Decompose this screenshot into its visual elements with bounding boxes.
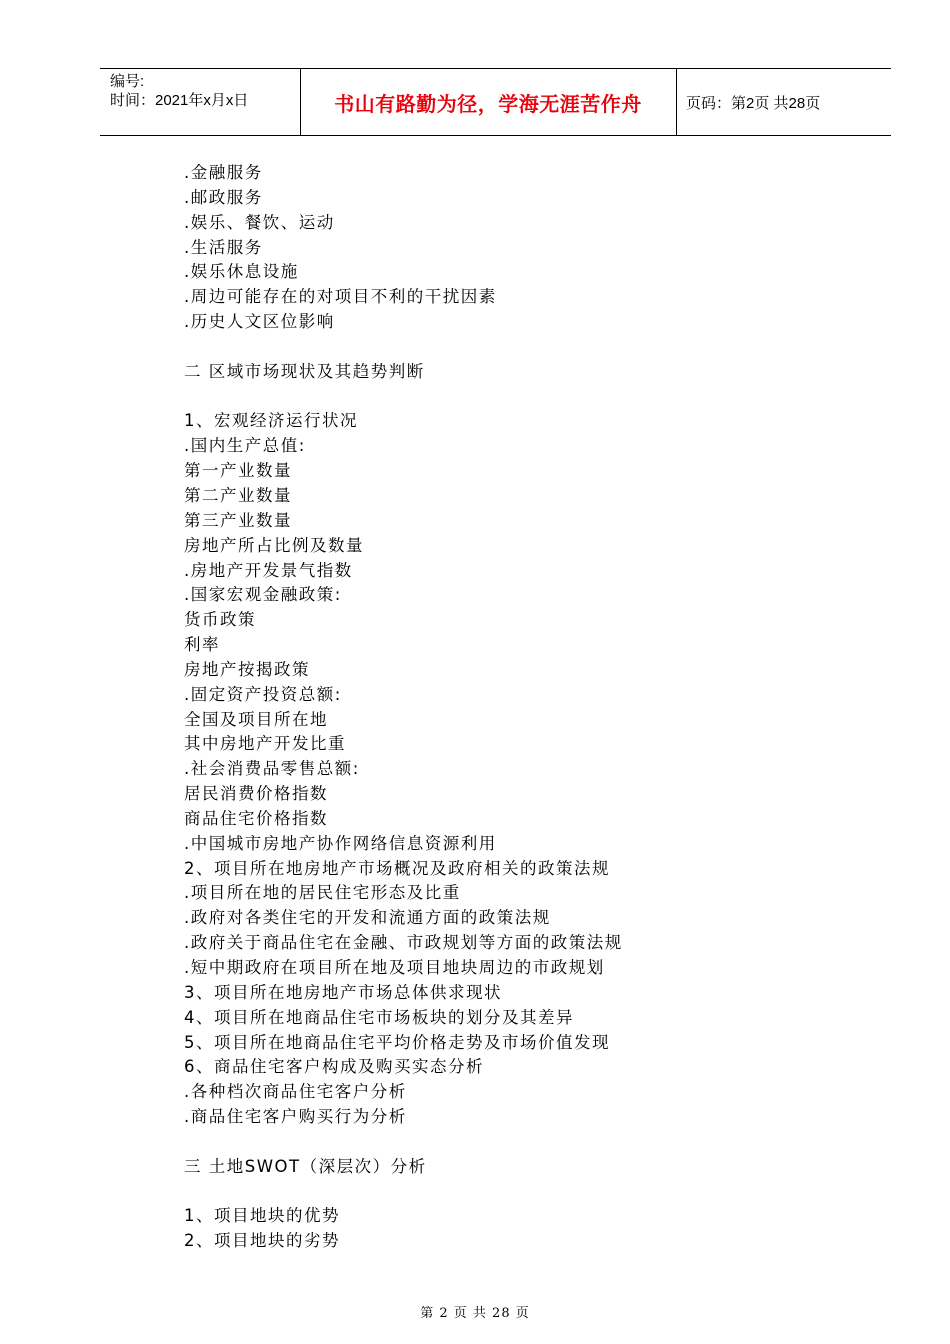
text-line: .金融服务 [184, 163, 263, 182]
text-line: 6、商品住宅客户构成及购买实态分析 [184, 1057, 484, 1077]
text-line: .政府对各类住宅的开发和流通方面的政策法规 [184, 908, 551, 928]
text-line: 4、项目所在地商品住宅市场板块的划分及其差异 [184, 1007, 574, 1027]
text-line: .各种档次商品住宅客户分析 [184, 1082, 407, 1102]
text-line: .邮政服务 [184, 187, 263, 207]
page-header [100, 68, 891, 136]
text-line: 3、项目所在地房地产市场总体供求现状 [184, 982, 502, 1002]
text-line: .中国城市房地产协作网络信息资源利用 [184, 833, 497, 853]
header-divider [676, 69, 677, 135]
text-line: 二 区域市场现状及其趋势判断 [184, 361, 425, 381]
document-body [184, 161, 864, 1254]
text-line: 2、项目所在地房地产市场概况及政府相关的政策法规 [184, 858, 610, 878]
document-time-label: 时间：2021年x月x日 [110, 92, 249, 109]
text-line: 其中房地产开发比重 [184, 734, 346, 754]
text-line: 全国及项目所在地 [184, 709, 328, 729]
page-footer: 第 2 页 共 28 页 [420, 1306, 530, 1321]
text-line: .短中期政府在项目所在地及项目地块周边的市政规划 [184, 958, 605, 977]
text-line: .国内生产总值: [184, 436, 306, 456]
text-line: .房地产开发景气指数 [184, 560, 353, 580]
text-line: .周边可能存在的对项目不利的干扰因素 [184, 287, 497, 307]
text-line: 1、宏观经济运行状况 [184, 411, 358, 431]
text-line: .生活服务 [184, 237, 263, 257]
text-line: 三 土地SWOT（深层次）分析 [184, 1156, 427, 1176]
text-line: 第一产业数量 [184, 461, 292, 481]
text-line: .娱乐休息设施 [184, 262, 299, 282]
blank-line [184, 1130, 864, 1155]
text-line: .社会消费品零售总额: [184, 759, 360, 779]
text-line: .娱乐、餐饮、运动 [184, 212, 335, 232]
blank-line [184, 1180, 864, 1205]
blank-line [184, 335, 864, 360]
blank-line [184, 385, 864, 410]
text-line: 居民消费价格指数 [184, 784, 328, 804]
document-number-label: 编号: [110, 73, 145, 90]
text-line: 利率 [184, 635, 220, 655]
text-line: 2、项目地块的劣势 [184, 1231, 340, 1251]
text-line: .商品住宅客户购买行为分析 [184, 1107, 407, 1127]
text-line: .固定资产投资总额: [184, 684, 342, 704]
text-line: 房地产按揭政策 [184, 659, 310, 679]
header-page-number: 页码：第2页 共28页 [686, 94, 821, 112]
text-line: 第三产业数量 [184, 510, 292, 530]
text-line: 1、项目地块的优势 [184, 1206, 340, 1226]
text-line: .项目所在地的居民住宅形态及比重 [184, 883, 461, 903]
text-line: .历史人文区位影响 [184, 312, 335, 332]
text-line: .国家宏观金融政策: [184, 585, 342, 605]
header-motto: 书山有路勤为径，学海无涯苦作舟 [334, 91, 642, 116]
header-meta [110, 72, 248, 110]
text-line: 第二产业数量 [184, 485, 292, 505]
text-line: 货币政策 [184, 610, 256, 630]
text-line: 房地产所占比例及数量 [184, 535, 364, 555]
text-line: 5、项目所在地商品住宅平均价格走势及市场价值发现 [184, 1032, 610, 1052]
text-line: .政府关于商品住宅在金融、市政规划等方面的政策法规 [184, 933, 623, 953]
text-line: 商品住宅价格指数 [184, 808, 328, 828]
